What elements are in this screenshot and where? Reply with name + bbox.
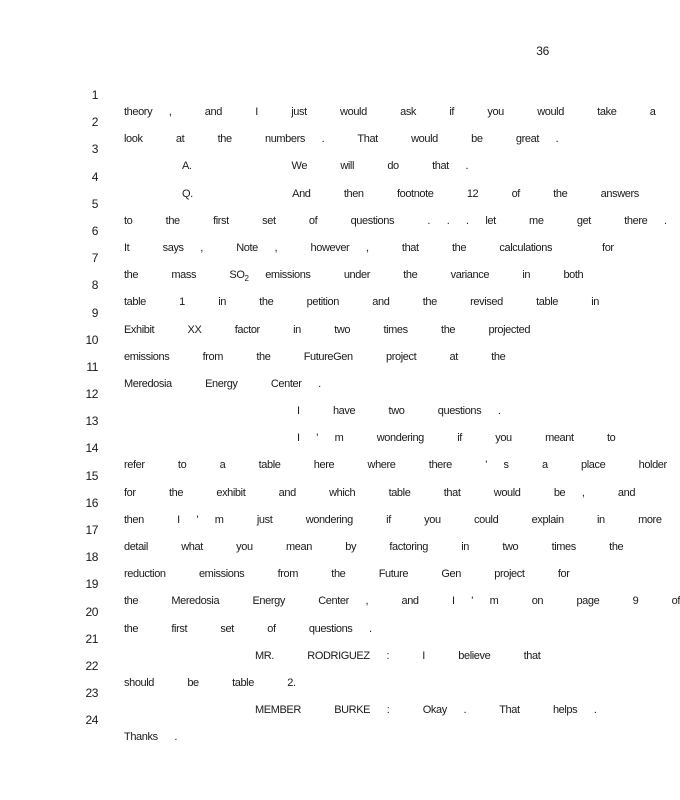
line-number: 24 <box>85 713 98 728</box>
transcript-line <box>0 423 667 472</box>
line-text: emissions from the FutureGen project at the <box>124 350 506 363</box>
line-text: Thanks . <box>124 731 177 744</box>
line-text: theory , and I just would ask if you would take a <box>124 106 656 118</box>
line-number: 12 <box>85 387 98 402</box>
transcript-line <box>0 124 618 173</box>
line-number: 21 <box>85 631 98 646</box>
transcript-line <box>0 641 618 689</box>
line-text: refer to a table here where there ' s a place holder <box>124 459 667 472</box>
line-text-part: the mass SO <box>124 269 245 282</box>
line-text-part: emissions under the variance in both <box>248 269 584 282</box>
line-number: 16 <box>85 495 98 510</box>
line-text: detail what you mean by factoring in two times the <box>124 541 624 553</box>
line-number: 20 <box>85 604 98 619</box>
line-text: to the first set of questions . . . let me get there . <box>124 214 667 227</box>
line-text: Exhibit XX factor in two times the projected <box>124 323 531 336</box>
transcript-line <box>0 614 618 662</box>
line-text: should be table 2. <box>124 676 296 689</box>
line-text: reduction emissions from the Future Gen project for <box>124 568 570 581</box>
line-text: the first set of questions . <box>124 622 372 635</box>
transcript-line <box>0 559 680 608</box>
transcript-line <box>0 451 636 499</box>
line-number: 19 <box>85 577 98 592</box>
line-number: 8 <box>91 278 98 293</box>
transcript-line <box>0 97 618 146</box>
line-text: MR. RODRIGUEZ : I believe that <box>255 649 541 662</box>
subscript: 2 <box>244 274 249 284</box>
transcript-line <box>0 369 618 418</box>
line-text: the Meredosia Energy Center , and I ' m on page 9 of <box>124 595 680 608</box>
transcript-line <box>0 478 662 526</box>
page-number: 36 <box>536 44 549 58</box>
line-number: 2 <box>91 115 98 130</box>
line-number: 9 <box>91 305 98 320</box>
line-number: 6 <box>91 223 98 238</box>
line-number: 22 <box>85 658 98 673</box>
transcript-line <box>0 179 667 227</box>
transcript-line <box>0 342 618 390</box>
transcript-line <box>0 233 618 284</box>
transcript-line <box>0 668 618 717</box>
line-text: A. We will do that . <box>182 160 469 173</box>
line-number: 18 <box>85 550 98 565</box>
transcript-lines <box>0 70 680 744</box>
line-text: look at the numbers . That would be great . <box>124 133 559 146</box>
line-text: I ' m wondering if you meant to <box>297 432 616 445</box>
transcript-line <box>0 587 618 635</box>
line-number: 13 <box>85 414 98 429</box>
line-number: 11 <box>86 359 98 374</box>
transcript-line <box>0 396 618 445</box>
line-text: Q. And then footnote 12 of the answers <box>182 187 639 200</box>
transcript-line <box>0 695 618 744</box>
line-number: 14 <box>85 441 98 456</box>
line-text: MEMBER BURKE : Okay . That helps . <box>255 704 597 717</box>
line-number: 4 <box>91 169 98 184</box>
line-text: Meredosia Energy Center . <box>124 377 321 390</box>
line-text: I have two questions . <box>297 405 501 418</box>
transcript-line <box>0 505 624 553</box>
transcript-line <box>0 206 618 254</box>
transcript-line <box>0 532 618 581</box>
transcript-line <box>0 152 639 200</box>
transcript-line <box>0 260 618 309</box>
line-text: table 1 in the petition and the revised table in <box>124 296 600 309</box>
line-text: for the exhibit and which table that would be , and <box>124 486 636 499</box>
line-number: 7 <box>91 251 98 266</box>
line-number: 5 <box>91 196 98 211</box>
transcript-line <box>0 70 656 118</box>
line-number: 3 <box>91 142 98 157</box>
line-text: It says , Note , however , that the calculations for <box>124 241 614 254</box>
transcript-line <box>0 315 618 363</box>
line-number: 10 <box>85 332 98 347</box>
line-number: 1 <box>91 88 98 102</box>
transcript-line <box>0 288 618 336</box>
line-number: 15 <box>85 468 98 483</box>
line-number: 17 <box>85 523 98 537</box>
line-number: 23 <box>85 686 98 701</box>
line-text: then I ' m just wondering if you could explain in more <box>124 513 662 526</box>
